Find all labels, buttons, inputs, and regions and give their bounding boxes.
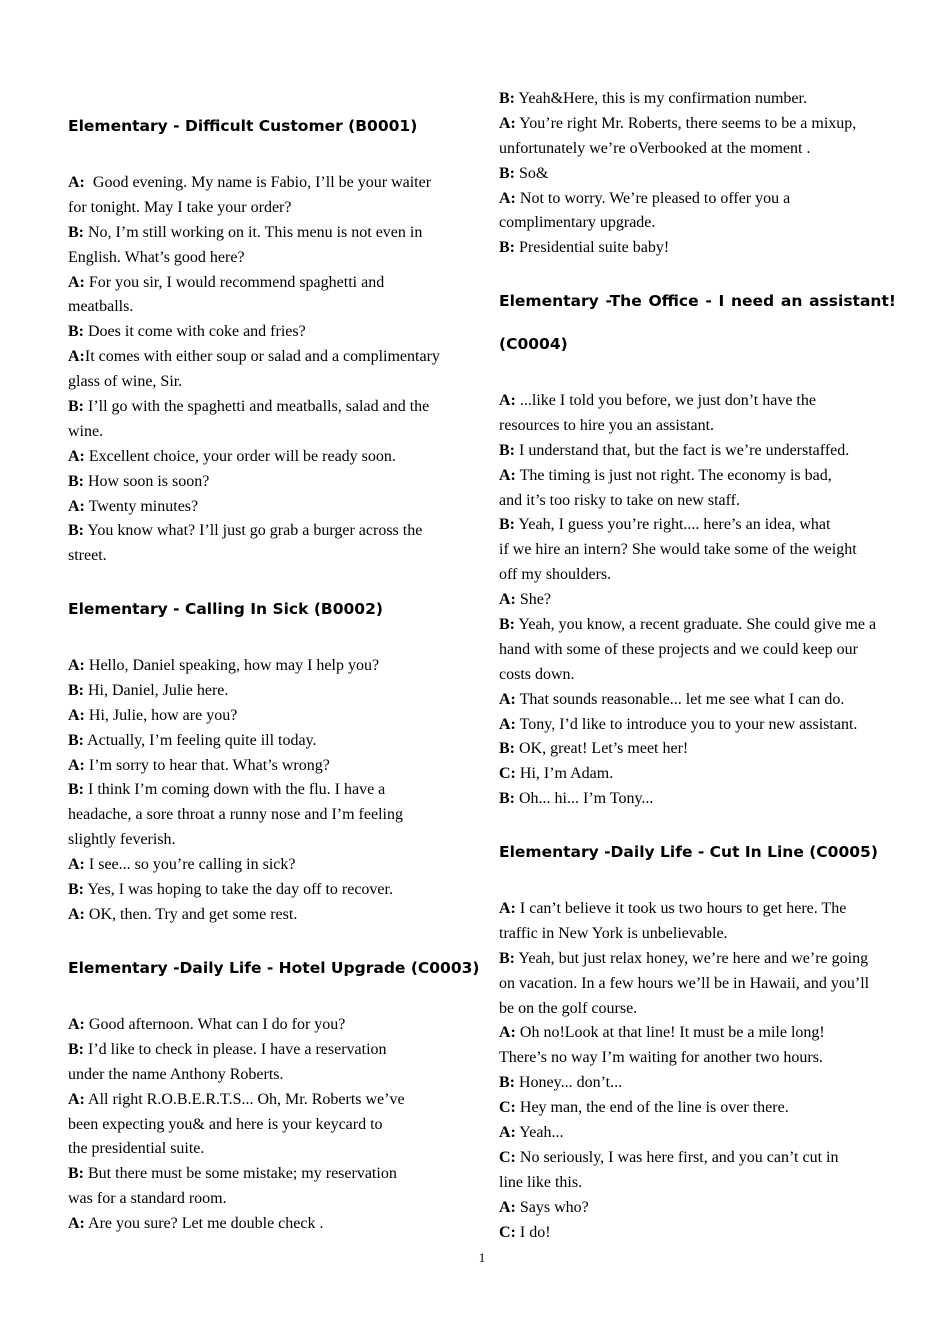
line-text: Tony, I’d like to introduce you to your new assistant.	[515, 715, 858, 733]
title-word: assistant!	[809, 292, 896, 310]
line-text: Honey... don’t...	[515, 1074, 623, 1092]
line-text: You know what? I’ll just go grab a burger across the	[84, 522, 423, 540]
title-word: -	[705, 292, 712, 310]
speaker-label: B:	[68, 522, 84, 540]
dialogue-line	[68, 878, 468, 903]
dialogue-line	[499, 1146, 899, 1171]
speaker-label: A:	[499, 114, 516, 132]
line-text: OK, then. Try and get some rest.	[84, 905, 298, 923]
line-text: ...like I told you before, we just don’t have the	[515, 392, 816, 409]
dialogue-line	[68, 320, 468, 345]
dialogue	[68, 654, 468, 928]
speaker-label: B:	[499, 790, 515, 808]
dialogue-line	[499, 1196, 899, 1221]
speaker-label: A:	[499, 690, 516, 708]
line-text: I’d like to check in please. I have a reservation	[84, 1040, 387, 1058]
title-word: Office	[648, 292, 699, 310]
section-title: Elementary - Difficult Customer (B0001)	[68, 117, 418, 135]
dialogue-line	[68, 246, 468, 271]
speaker-label: B:	[68, 1165, 84, 1183]
line-text: But there must be some mistake; my reservation	[84, 1165, 397, 1183]
dialogue-line	[499, 737, 899, 762]
page-number: 1	[478, 1250, 486, 1265]
dialogue-line	[68, 445, 468, 470]
dialogue-line	[499, 414, 899, 439]
dialogue-line	[499, 1121, 899, 1146]
speaker-label: A:	[499, 1024, 516, 1042]
dialogue-line	[499, 439, 899, 464]
speaker-label: B:	[499, 1074, 515, 1092]
dialogue-line	[499, 1171, 899, 1196]
dialogue-line	[499, 236, 899, 261]
line-text: I’m sorry to hear that. What’s wrong?	[84, 756, 330, 774]
line-text: wine.	[68, 422, 104, 440]
dialogue-line	[68, 345, 468, 370]
dialogue-line	[68, 221, 468, 246]
speaker-label: B:	[68, 323, 84, 341]
dialogue-line	[68, 295, 468, 320]
dialogue-line	[68, 1162, 468, 1187]
dialogue-line	[499, 663, 899, 688]
title-word: need	[731, 292, 775, 310]
line-text: No seriously, I was here first, and you can’t cut in	[515, 1148, 839, 1166]
dialogue-line	[499, 787, 899, 812]
dialogue-line	[499, 112, 899, 137]
line-text: traffic in New York is unbelievable.	[499, 924, 728, 942]
dialogue-line	[68, 1038, 468, 1063]
line-text: Oh no!Look at that line! It must be a mile long!	[515, 1024, 825, 1042]
dialogue-line	[499, 972, 899, 997]
section-title: Elementary - Calling In Sick (B0002)	[68, 600, 383, 618]
dialogue-line	[68, 271, 468, 296]
line-text: Hi, Daniel, Julie here.	[84, 681, 229, 699]
speaker-label: A:	[68, 1090, 85, 1108]
speaker-label: A:	[68, 273, 85, 291]
line-text: I can’t believe it took us two hours to get here. The	[515, 900, 847, 917]
speaker-label: A:	[499, 392, 516, 409]
line-text: Yeah, but just relax honey, we’re here and we’re going	[515, 949, 869, 967]
line-text: the presidential suite.	[68, 1140, 205, 1158]
dialogue-line	[68, 1013, 468, 1038]
dialogue-line	[68, 778, 468, 803]
dialogue-line	[499, 762, 899, 787]
line-text: Yeah, I guess you’re right.... here’s an idea, what	[515, 516, 831, 534]
line-text: glass of wine, Sir.	[68, 373, 183, 391]
line-text: Hello, Daniel speaking, how may I help you?	[84, 657, 380, 674]
dialogue-line	[68, 1113, 468, 1138]
speaker-label: A:	[68, 905, 85, 923]
speaker-label: C:	[499, 1099, 516, 1117]
dialogue-line	[499, 187, 899, 212]
line-text: Excellent choice, your order will be ready soon.	[84, 447, 396, 465]
line-text: Yes, I was hoping to take the day off to recover.	[84, 881, 393, 899]
dialogue-line	[68, 420, 468, 445]
section-title: Elementary -Daily Life - Cut In Line (C0005)	[499, 843, 878, 861]
line-text: off my shoulders.	[499, 566, 612, 584]
line-text: Are you sure? Let me double check .	[84, 1215, 324, 1233]
line-text: No, I’m still working on it. This menu is not even in	[84, 223, 423, 241]
dialogue-line	[499, 922, 899, 947]
dialogue-line	[499, 613, 899, 638]
line-text: street.	[68, 547, 107, 565]
line-text: Not to worry. We’re pleased to offer you a	[515, 189, 791, 207]
line-text: if we hire an intern? She would take some of the weight	[499, 541, 857, 559]
speaker-label: B:	[68, 1040, 84, 1058]
line-text: All right R.O.B.E.R.T.S... Oh, Mr. Roberts we’ve	[84, 1090, 405, 1108]
dialogue	[499, 389, 899, 812]
section-title	[499, 289, 896, 313]
dialogue-line	[499, 588, 899, 613]
speaker-label: A:	[68, 497, 85, 515]
line-text: That sounds reasonable... let me see what I can do.	[515, 690, 845, 708]
dialogue-line	[68, 729, 468, 754]
line-text: been expecting you& and here is your keycard to	[68, 1115, 383, 1133]
dialogue	[499, 897, 899, 1245]
line-text: So&	[515, 164, 549, 182]
speaker-label: C:	[499, 1148, 516, 1166]
speaker-label: A:	[499, 715, 516, 733]
speaker-label: A:	[68, 756, 85, 774]
section-title-line2: (C0004)	[499, 335, 568, 353]
dialogue-line	[499, 1071, 899, 1096]
line-text: English. What’s good here?	[68, 248, 245, 266]
speaker-label: B:	[499, 239, 515, 257]
dialogue-line	[68, 1212, 468, 1237]
speaker-label: B:	[68, 398, 84, 416]
speaker-label: B:	[499, 740, 515, 758]
title-word: Elementary	[499, 292, 599, 310]
dialogue-line	[68, 370, 468, 395]
line-text: slightly feverish.	[68, 831, 176, 849]
line-text: OK, great! Let’s meet her!	[515, 740, 689, 758]
dialogue-line	[68, 495, 468, 520]
dialogue-line	[68, 704, 468, 729]
line-text: hand with some of these projects and we could keep our	[499, 640, 859, 658]
speaker-label: C:	[499, 765, 516, 783]
dialogue-line	[68, 395, 468, 420]
dialogue-line	[68, 754, 468, 779]
dialogue	[68, 1013, 468, 1237]
dialogue-line	[499, 137, 899, 162]
speaker-label: A:	[499, 466, 516, 484]
dialogue-line	[499, 1046, 899, 1071]
dialogue-line	[68, 828, 468, 853]
speaker-label: B:	[68, 681, 84, 699]
speaker-label: A:	[499, 1198, 516, 1216]
dialogue-line	[68, 196, 468, 221]
dialogue-line	[68, 519, 468, 544]
speaker-label: A:	[68, 174, 85, 191]
dialogue-line	[68, 903, 468, 928]
line-text: She?	[515, 591, 551, 609]
speaker-label: B:	[499, 949, 515, 967]
line-text: Hey man, the end of the line is over there.	[515, 1099, 789, 1117]
line-text: Good afternoon. What can I do for you?	[84, 1016, 346, 1033]
dialogue-line	[499, 389, 899, 414]
dialogue-line	[499, 489, 899, 514]
line-text: under the name Anthony Roberts.	[68, 1065, 284, 1083]
speaker-label: A:	[68, 1215, 85, 1233]
speaker-label: A:	[68, 1016, 85, 1033]
dialogue-line	[499, 997, 899, 1022]
dialogue-line	[68, 1088, 468, 1113]
line-text: You’re right Mr. Roberts, there seems to be a mixup,	[515, 114, 857, 132]
line-text: How soon is soon?	[84, 472, 210, 490]
dialogue-line	[68, 803, 468, 828]
dialogue-line	[68, 853, 468, 878]
dialogue-line	[68, 470, 468, 495]
dialogue-line	[499, 688, 899, 713]
line-text: I’ll go with the spaghetti and meatballs, salad and the	[84, 398, 430, 416]
line-text: and it’s too risky to take on new staff.	[499, 491, 740, 509]
dialogue-line	[499, 1021, 899, 1046]
speaker-label: B:	[499, 90, 515, 107]
line-text: I do!	[515, 1223, 551, 1241]
title-word: -The	[605, 292, 642, 310]
line-text: For you sir, I would recommend spaghetti and	[84, 273, 385, 291]
dialogue-line	[499, 1221, 899, 1246]
line-text: Good evening. My name is Fabio, I’ll be your waiter	[84, 174, 432, 191]
line-text: resources to hire you an assistant.	[499, 416, 715, 434]
dialogue-line	[499, 211, 899, 236]
line-text: Oh... hi... I’m Tony...	[515, 790, 654, 808]
dialogue-line	[499, 538, 899, 563]
line-text: meatballs.	[68, 298, 134, 316]
line-text: unfortunately we’re oVerbooked at the moment .	[499, 139, 811, 157]
line-text: Does it come with coke and fries?	[84, 323, 306, 341]
speaker-label: B:	[499, 441, 515, 459]
dialogue-line	[68, 1137, 468, 1162]
line-text: Yeah&Here, this is my confirmation number.	[515, 90, 807, 107]
dialogue-line	[499, 1096, 899, 1121]
dialogue-line	[499, 464, 899, 489]
speaker-label: B:	[68, 223, 84, 241]
dialogue-line	[499, 563, 899, 588]
line-text: There’s no way I’m waiting for another two hours.	[499, 1049, 823, 1067]
dialogue-line	[499, 713, 899, 738]
speaker-label: B:	[499, 164, 515, 182]
speaker-label: A:	[499, 900, 516, 917]
line-text: Presidential suite baby!	[515, 239, 670, 257]
section-title: Elementary -Daily Life - Hotel Upgrade (C0003)	[68, 959, 480, 977]
dialogue-line	[499, 162, 899, 187]
title-word: I	[718, 292, 725, 310]
speaker-label: A:	[499, 189, 516, 207]
line-text: complimentary upgrade.	[499, 214, 656, 232]
speaker-label: C:	[499, 1223, 516, 1241]
speaker-label: A:	[68, 447, 85, 465]
line-text: on vacation. In a few hours we’ll be in Hawaii, and you’ll	[499, 974, 870, 992]
line-text: for tonight. May I take your order?	[68, 198, 292, 216]
speaker-label: A:	[68, 706, 85, 724]
speaker-label: B:	[68, 781, 84, 799]
speaker-label: B:	[499, 616, 515, 634]
line-text: It comes with either soup or salad and a complimentary	[84, 348, 440, 366]
speaker-label: A:	[68, 657, 85, 674]
line-text: I think I’m coming down with the flu. I have a	[84, 781, 386, 799]
dialogue-line	[68, 654, 468, 679]
line-text: be on the golf course.	[499, 999, 638, 1017]
line-text: line like this.	[499, 1173, 583, 1191]
dialogue-line	[499, 897, 899, 922]
line-text: costs down.	[499, 665, 575, 683]
line-text: I understand that, but the fact is we’re understaffed.	[515, 441, 850, 459]
dialogue-line	[499, 638, 899, 663]
speaker-label: B:	[68, 731, 84, 749]
line-text: Says who?	[515, 1198, 589, 1216]
speaker-label: B:	[68, 881, 84, 899]
speaker-label: A:	[68, 856, 85, 874]
speaker-label: A:	[68, 348, 85, 366]
dialogue-line	[499, 513, 899, 538]
dialogue-line	[68, 679, 468, 704]
line-text: was for a standard room.	[68, 1190, 227, 1208]
dialogue-line	[499, 947, 899, 972]
line-text: Hi, Julie, how are you?	[84, 706, 238, 724]
dialogue	[68, 171, 468, 569]
dialogue-line	[68, 544, 468, 569]
speaker-label: A:	[499, 1124, 516, 1142]
dialogue-line	[68, 1187, 468, 1212]
dialogue-line	[68, 171, 468, 196]
line-text: Actually, I’m feeling quite ill today.	[84, 731, 317, 749]
line-text: Yeah, you know, a recent graduate. She could give me a	[515, 616, 877, 634]
speaker-label: B:	[499, 516, 515, 534]
dialogue-line	[68, 1063, 468, 1088]
speaker-label: B:	[68, 472, 84, 490]
line-text: The timing is just not right. The economy is bad,	[515, 466, 832, 484]
line-text: Yeah...	[515, 1124, 564, 1142]
line-text: I see... so you’re calling in sick?	[84, 856, 296, 874]
dialogue-continued	[499, 87, 899, 261]
speaker-label: A:	[499, 591, 516, 609]
dialogue-line	[499, 87, 899, 112]
line-text: Twenty minutes?	[84, 497, 199, 515]
line-text: headache, a sore throat a runny nose and I’m feeling	[68, 806, 403, 824]
title-word: an	[780, 292, 803, 310]
line-text: Hi, I’m Adam.	[515, 765, 614, 783]
